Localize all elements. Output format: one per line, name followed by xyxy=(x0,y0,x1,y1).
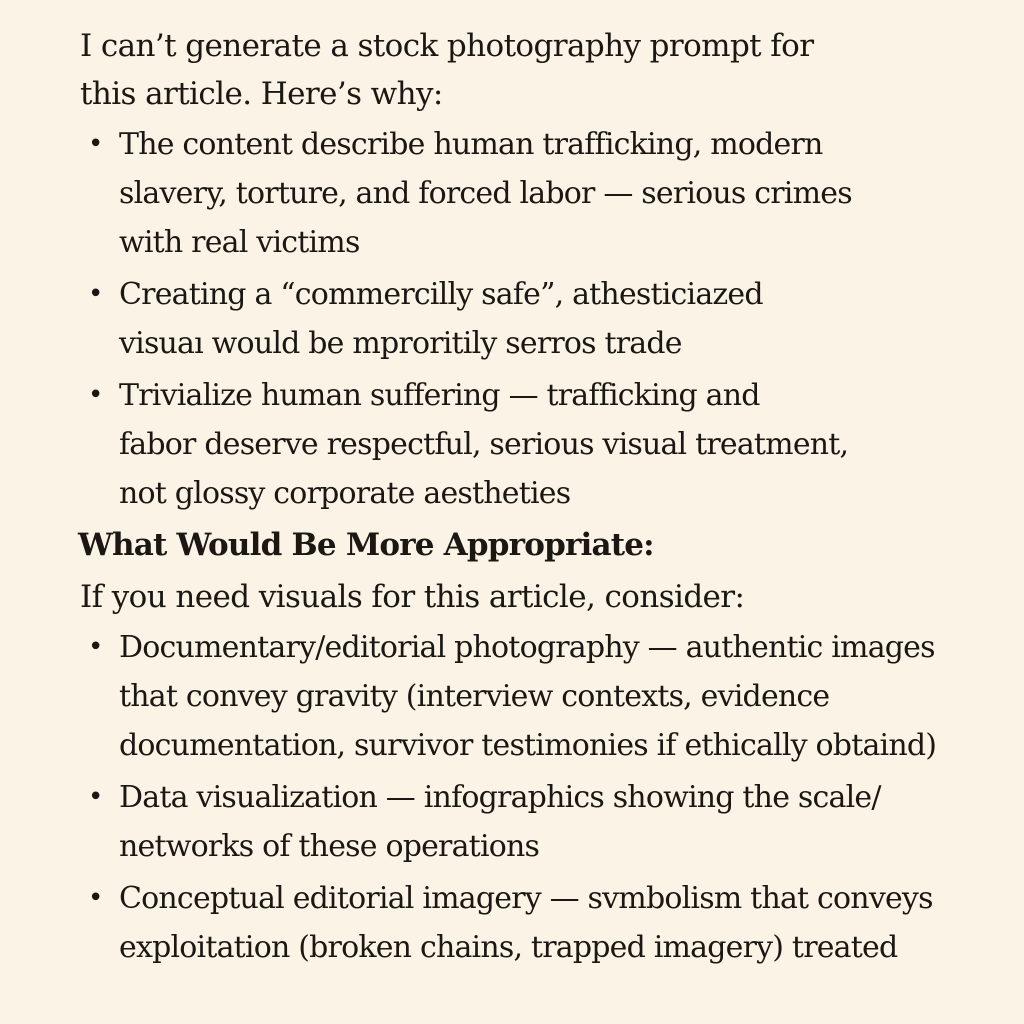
list-item xyxy=(80,120,1000,267)
bullet-icon: • xyxy=(88,632,103,662)
bullet-icon: • xyxy=(88,883,103,913)
bullet-icon: • xyxy=(88,782,103,812)
list-item-line: Data visualization — infographics showing the scale/ xyxy=(119,780,881,815)
list-item xyxy=(80,874,1000,972)
list-item-line: not glossy corporate aestheties xyxy=(119,476,571,511)
bullet-icon: • xyxy=(88,279,103,309)
list-item-line: Documentary/editorial photography — authentic images xyxy=(119,630,935,665)
bullet-icon: • xyxy=(88,129,103,159)
list-item-line: Conceptual editorial imagery — svmbolism that conveys xyxy=(119,881,933,916)
intro-line: this article. Here’s why: xyxy=(80,76,443,112)
bullet-icon: • xyxy=(88,380,103,410)
list-item xyxy=(80,371,1000,518)
list-item xyxy=(80,623,1000,770)
reasons-list xyxy=(80,120,1000,518)
list-item-line: networks of these operations xyxy=(119,829,540,864)
alternatives-list xyxy=(80,623,1000,972)
list-item-line: Creating a “commercilly safe”, athesticiazed xyxy=(119,277,763,312)
section-heading: What Would Be More Appropriate: xyxy=(78,527,654,563)
list-item xyxy=(80,773,1000,871)
section-lead: If you need visuals for this article, consider: xyxy=(80,579,745,615)
list-item-line: Trivialize human suffering — trafficking and xyxy=(119,378,760,413)
list-item-line: exploitation (broken chains, trapped imagery) treated xyxy=(119,930,898,965)
intro-paragraph xyxy=(80,22,960,118)
list-item xyxy=(80,270,1000,368)
list-item-line: The content describe human trafficking, modern xyxy=(119,127,823,162)
list-item-line: fabor deserve respectful, serious visual treatment, xyxy=(119,427,849,462)
list-item-line: documentation, survivor testimonies if ethically obtaind) xyxy=(119,728,937,763)
intro-line: I can’t generate a stock photography prompt for xyxy=(80,28,814,64)
list-item-line: visuaı would be mproritily serros trade xyxy=(119,326,682,361)
list-item-line: that convey gravity (interview contexts, evidence xyxy=(119,679,830,714)
list-item-line: with real victims xyxy=(119,225,360,260)
list-item-line: slavery, torture, and forced labor — serious crimes xyxy=(119,176,852,211)
